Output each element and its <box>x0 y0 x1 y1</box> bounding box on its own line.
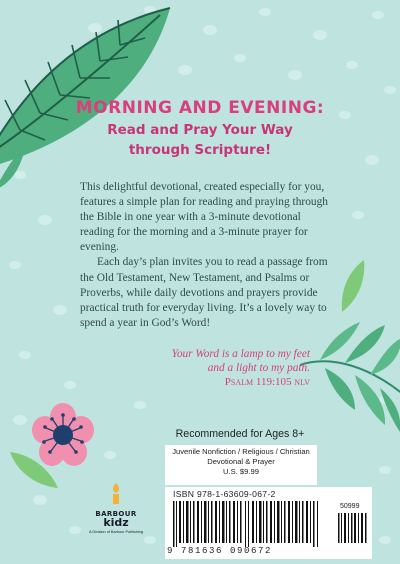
addon-barcode-bars <box>337 513 369 543</box>
leaf-icon <box>8 448 63 493</box>
publisher-name: BARBOUR <box>95 510 137 518</box>
age-recommendation: Recommended for Ages 8+ <box>175 428 305 440</box>
candle-flame-icon <box>110 483 122 505</box>
headline-line3: through Scripture! <box>128 142 272 158</box>
description-paragraph: This delightful devotional, created especially for you, features a simple plan for reading and praying through the Bible in one year with a 3-minute devotional reading for the morning and a 3-minute prayer for evening. <box>80 181 328 254</box>
category-box <box>165 445 317 485</box>
publisher-division: A Division of Barbour Publishing <box>88 530 144 534</box>
quote-line2: and a light to my path. <box>207 362 310 374</box>
headline-line2: Read and Pray Your Way <box>107 122 293 138</box>
headline-line1: MORNING AND EVENING: <box>75 98 325 118</box>
publisher-imprint: kidz <box>103 516 129 529</box>
quote-line1: Your Word is a lamp to my feet <box>171 348 310 360</box>
quote-reference: Psalm 119:105 nlv <box>224 376 310 388</box>
headline <box>0 98 400 158</box>
category-line2: Devotional & Prayer <box>207 457 275 466</box>
barcode-bars <box>171 501 331 547</box>
leaf-icon <box>300 320 400 440</box>
leaf-icon <box>338 258 368 314</box>
description <box>80 180 332 331</box>
barcode-number: 9 781636 090672 <box>167 546 273 556</box>
publisher-logo <box>86 483 146 534</box>
scripture-quote <box>110 347 310 389</box>
barcode <box>165 487 372 559</box>
isbn-label: ISBN 978-1-63609-067-2 <box>173 489 276 499</box>
price-label: U.S. $9.99 <box>223 467 259 476</box>
description-paragraph: Each day’s plan invites you to read a passage from the Old Testament, New Testament, and Psalms or Proverbs, while daily devotions and prayers provide practical truth for everyday living. It’s a lovely way to spend a year in God’s Word! <box>80 256 328 329</box>
category-line1: Juvenile Nonfiction / Religious / Christian <box>172 447 310 456</box>
price-code: 50999 <box>340 503 360 510</box>
